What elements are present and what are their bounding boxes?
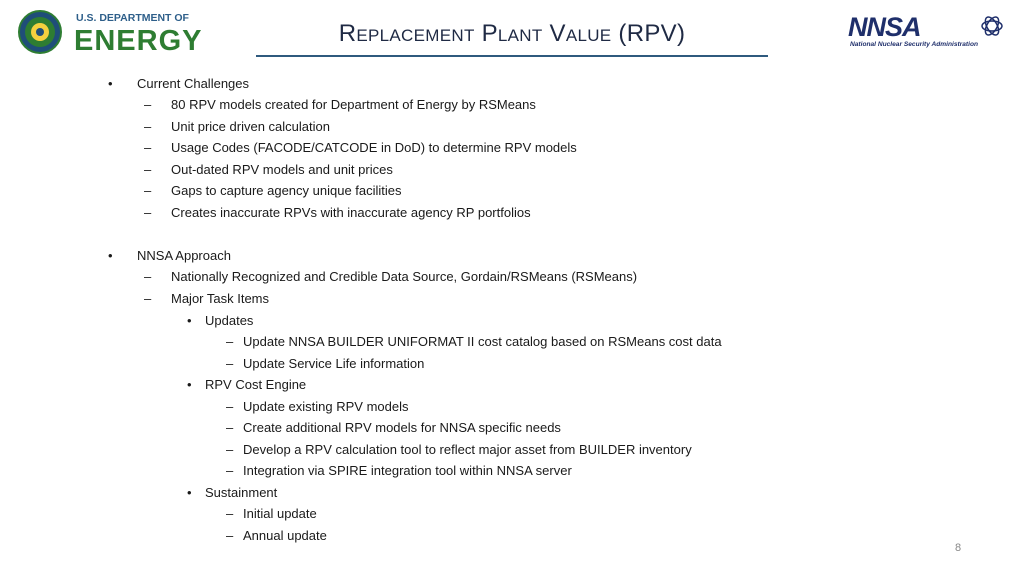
bullet-marker: • — [187, 377, 192, 392]
dash-marker: – — [226, 506, 234, 521]
title-rule — [256, 55, 768, 57]
task-heading: RPV Cost Engine — [205, 377, 307, 392]
dash-marker: – — [226, 334, 234, 349]
dash-marker: – — [226, 399, 234, 414]
approach-item: Nationally Recognized and Credible Data Source, Gordain/RSMeans (RSMeans) — [171, 269, 638, 284]
bullet-marker: • — [187, 485, 192, 500]
bullet-marker: • — [187, 313, 192, 328]
dash-marker: – — [144, 183, 152, 198]
task-item: Update Service Life information — [243, 356, 425, 371]
dash-marker: – — [144, 162, 152, 177]
doe-logo-line2: ENERGY — [74, 25, 203, 54]
task-heading: Sustainment — [205, 485, 278, 500]
approach-heading: NNSA Approach — [137, 248, 231, 263]
nnsa-logo — [846, 14, 1006, 48]
nnsa-logo-mark: NNSA — [848, 14, 921, 42]
doe-logo-line1: U.S. DEPARTMENT OF — [76, 12, 189, 24]
doe-logo — [18, 10, 230, 54]
task-item: Develop a RPV calculation tool to reflect major asset from BUILDER inventory — [243, 442, 692, 457]
task-item: Integration via SPIRE integration tool within NNSA server — [243, 463, 572, 478]
bullet-marker: • — [108, 76, 113, 91]
challenge-item: 80 RPV models created for Department of Energy by RSMeans — [171, 97, 536, 112]
bullet-marker: • — [108, 248, 113, 263]
dash-marker: – — [226, 528, 234, 543]
dash-marker: – — [144, 119, 152, 134]
dash-marker: – — [144, 97, 152, 112]
task-item: Create additional RPV models for NNSA specific needs — [243, 420, 561, 435]
dash-marker: – — [226, 356, 234, 371]
task-item: Update existing RPV models — [243, 399, 409, 414]
approach-item: Major Task Items — [171, 291, 270, 306]
challenge-item: Creates inaccurate RPVs with inaccurate agency RP portfolios — [171, 205, 531, 220]
task-item: Update NNSA BUILDER UNIFORMAT II cost catalog based on RSMeans cost data — [243, 334, 722, 349]
page-number: 8 — [955, 542, 962, 554]
task-item: Initial update — [243, 506, 317, 521]
dash-marker: – — [144, 291, 152, 306]
challenge-item: Gaps to capture agency unique facilities — [171, 183, 402, 198]
dash-marker: – — [226, 463, 234, 478]
dash-marker: – — [226, 442, 234, 457]
nnsa-logo-caption: National Nuclear Security Administration — [850, 41, 978, 48]
dash-marker: – — [144, 269, 152, 284]
challenge-item: Usage Codes (FACODE/CATCODE in DoD) to determine RPV models — [171, 140, 577, 155]
challenge-item: Unit price driven calculation — [171, 119, 330, 134]
page-title: Replacement Plant Value (RPV) — [338, 20, 686, 47]
dash-marker: – — [226, 420, 234, 435]
challenge-item: Out-dated RPV models and unit prices — [171, 162, 393, 177]
dash-marker: – — [144, 205, 152, 220]
task-item: Annual update — [243, 528, 327, 543]
dash-marker: – — [144, 140, 152, 155]
challenges-heading: Current Challenges — [137, 76, 250, 91]
task-heading: Updates — [205, 313, 254, 328]
